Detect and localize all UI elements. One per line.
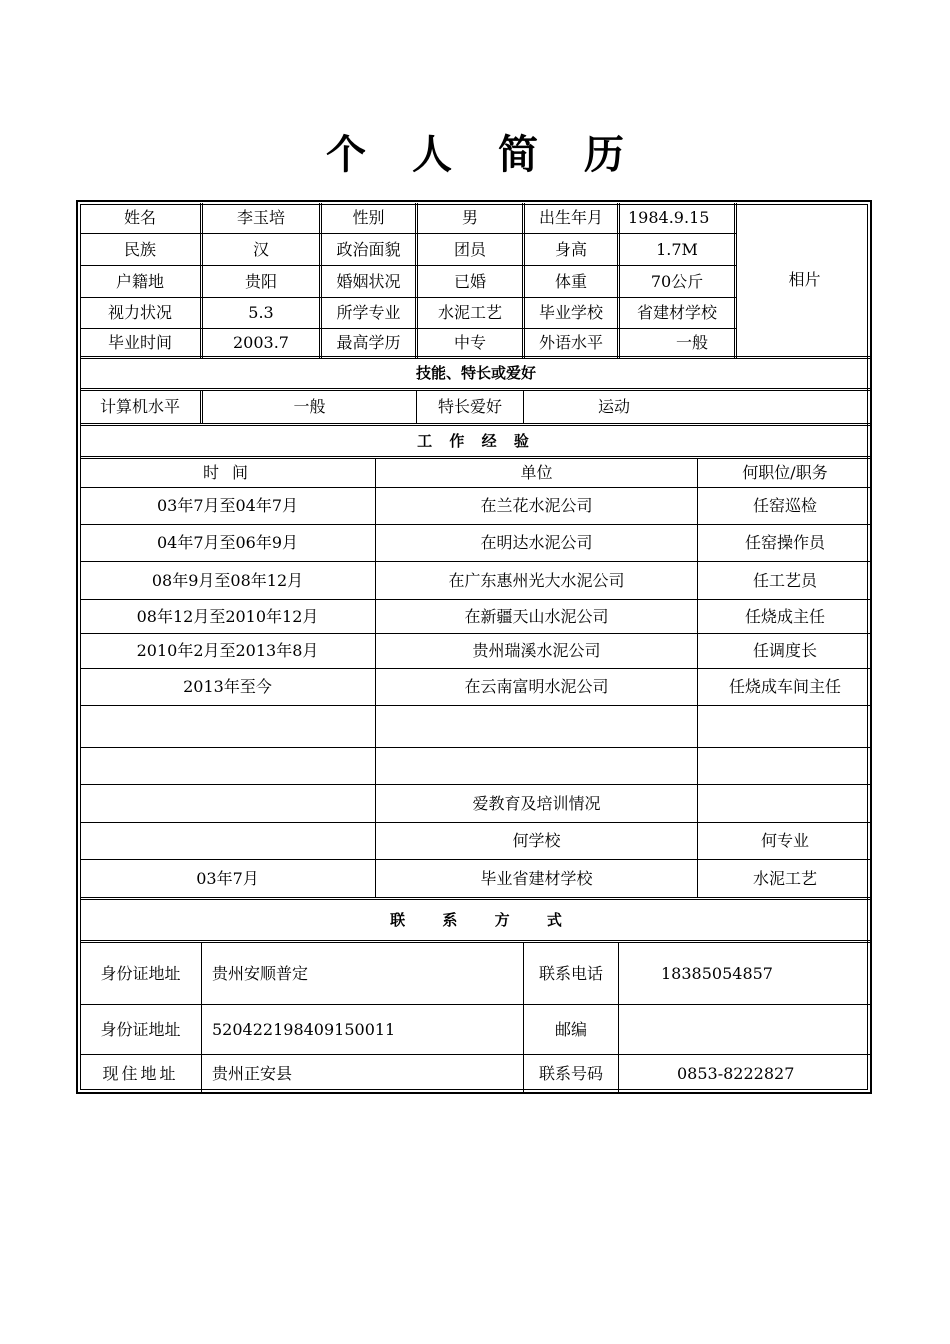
weight-value: 70公斤 xyxy=(650,271,704,291)
contact-header: 联 系 方 式 xyxy=(390,910,578,929)
work-row-unit: 在云南富明水泥公司 xyxy=(464,677,609,696)
vision-value: 5.3 xyxy=(248,303,274,322)
work-col-unit: 单位 xyxy=(520,463,553,482)
current-address-label: 现住地址 xyxy=(102,1063,179,1083)
resume-title: 个人简历 xyxy=(326,131,670,178)
work-row-time: 08年9月至08年12月 xyxy=(151,570,304,590)
computer-label: 计算机水平 xyxy=(99,397,180,416)
education-header: 爱教育及培训情况 xyxy=(472,793,601,813)
grad-time-value: 2003.7 xyxy=(233,332,289,352)
work-row-time: 2013年至今 xyxy=(183,677,272,696)
hukou-label: 户籍地 xyxy=(115,271,164,291)
tel-label: 联系号码 xyxy=(538,1063,603,1083)
birth-label: 出生年月 xyxy=(538,208,603,227)
hobby-label: 特长爱好 xyxy=(437,397,502,416)
work-row-time: 04年7月至06年9月 xyxy=(156,533,299,552)
phone-value: 18385054857 xyxy=(661,963,773,983)
work-header: 工 作 经 验 xyxy=(417,431,535,450)
work-row-unit: 在广东惠州光大水泥公司 xyxy=(448,570,625,590)
marital-label: 婚姻状况 xyxy=(336,271,401,291)
id-number-label: 身份证地址 xyxy=(100,1019,181,1039)
hukou-value: 贵阳 xyxy=(244,271,277,291)
hobby-value: 运动 xyxy=(598,397,631,416)
ethnicity-value: 汉 xyxy=(252,239,269,259)
current-address-value: 贵州正安县 xyxy=(212,1063,293,1083)
table-rule xyxy=(80,747,872,748)
school-value: 省建材学校 xyxy=(636,303,717,322)
work-row-position: 任烧成车间主任 xyxy=(728,677,841,696)
education-col-major: 何专业 xyxy=(760,831,809,850)
skills-header: 技能、特长或爱好 xyxy=(415,364,536,382)
work-col-time: 时 间 xyxy=(202,463,253,482)
gender-label: 性别 xyxy=(352,208,385,227)
weight-label: 体重 xyxy=(554,271,587,291)
photo-placeholder: 相片 xyxy=(788,270,821,289)
work-row-position: 任工艺员 xyxy=(752,570,817,590)
phone-label: 联系电话 xyxy=(538,963,603,983)
work-row-position: 任窑巡检 xyxy=(752,496,817,515)
tel-value: 0853-8222827 xyxy=(677,1063,795,1083)
work-row-position: 任窑操作员 xyxy=(744,533,825,552)
work-row-position: 任烧成主任 xyxy=(744,606,825,626)
work-col-position: 何职位/职务 xyxy=(742,463,828,482)
marital-value: 已婚 xyxy=(453,271,486,291)
edu-value: 中专 xyxy=(453,332,486,352)
height-label: 身高 xyxy=(554,239,587,259)
postcode-value xyxy=(619,1005,872,1054)
birth-value: 1984.9.15 xyxy=(628,208,710,227)
work-row-time: 08年12月至2010年12月 xyxy=(136,606,319,626)
edu-label: 最高学历 xyxy=(336,332,401,352)
ethnicity-label: 民族 xyxy=(123,239,156,259)
education-row-major: 水泥工艺 xyxy=(752,868,817,888)
id-number-value: 520422198409150011 xyxy=(212,1019,396,1039)
education-row-school: 毕业省建材学校 xyxy=(480,868,593,888)
political-value: 团员 xyxy=(453,239,486,259)
education-col-school: 何学校 xyxy=(512,831,561,850)
work-row-time: 03年7月至04年7月 xyxy=(156,496,299,515)
work-row-time: 2010年2月至2013年8月 xyxy=(136,641,319,660)
id-address-label: 身份证地址 xyxy=(100,963,181,983)
id-address-value: 贵州安顺普定 xyxy=(212,963,309,983)
table-rule xyxy=(80,705,872,706)
lang-value: 一般 xyxy=(675,332,708,352)
work-row-unit: 在明达水泥公司 xyxy=(480,533,593,552)
height-value: 1.7M xyxy=(656,239,698,259)
work-row-unit: 在兰花水泥公司 xyxy=(480,496,593,515)
work-row-unit: 贵州瑞溪水泥公司 xyxy=(472,641,601,660)
political-label: 政治面貌 xyxy=(336,239,401,259)
grad-time-label: 毕业时间 xyxy=(107,332,172,352)
work-row-position: 任调度长 xyxy=(752,641,817,660)
vision-label: 视力状况 xyxy=(107,303,172,322)
name-label: 姓名 xyxy=(123,208,156,227)
school-label: 毕业学校 xyxy=(538,303,603,322)
lang-label: 外语水平 xyxy=(538,332,603,352)
gender-value: 男 xyxy=(461,208,478,227)
name-value: 李玉培 xyxy=(236,208,285,227)
major-value: 水泥工艺 xyxy=(437,303,502,322)
work-row-unit: 在新疆天山水泥公司 xyxy=(464,606,609,626)
education-row-time: 03年7月 xyxy=(196,868,259,888)
computer-value: 一般 xyxy=(293,397,326,416)
postcode-label: 邮编 xyxy=(554,1019,587,1039)
major-label: 所学专业 xyxy=(336,303,401,322)
